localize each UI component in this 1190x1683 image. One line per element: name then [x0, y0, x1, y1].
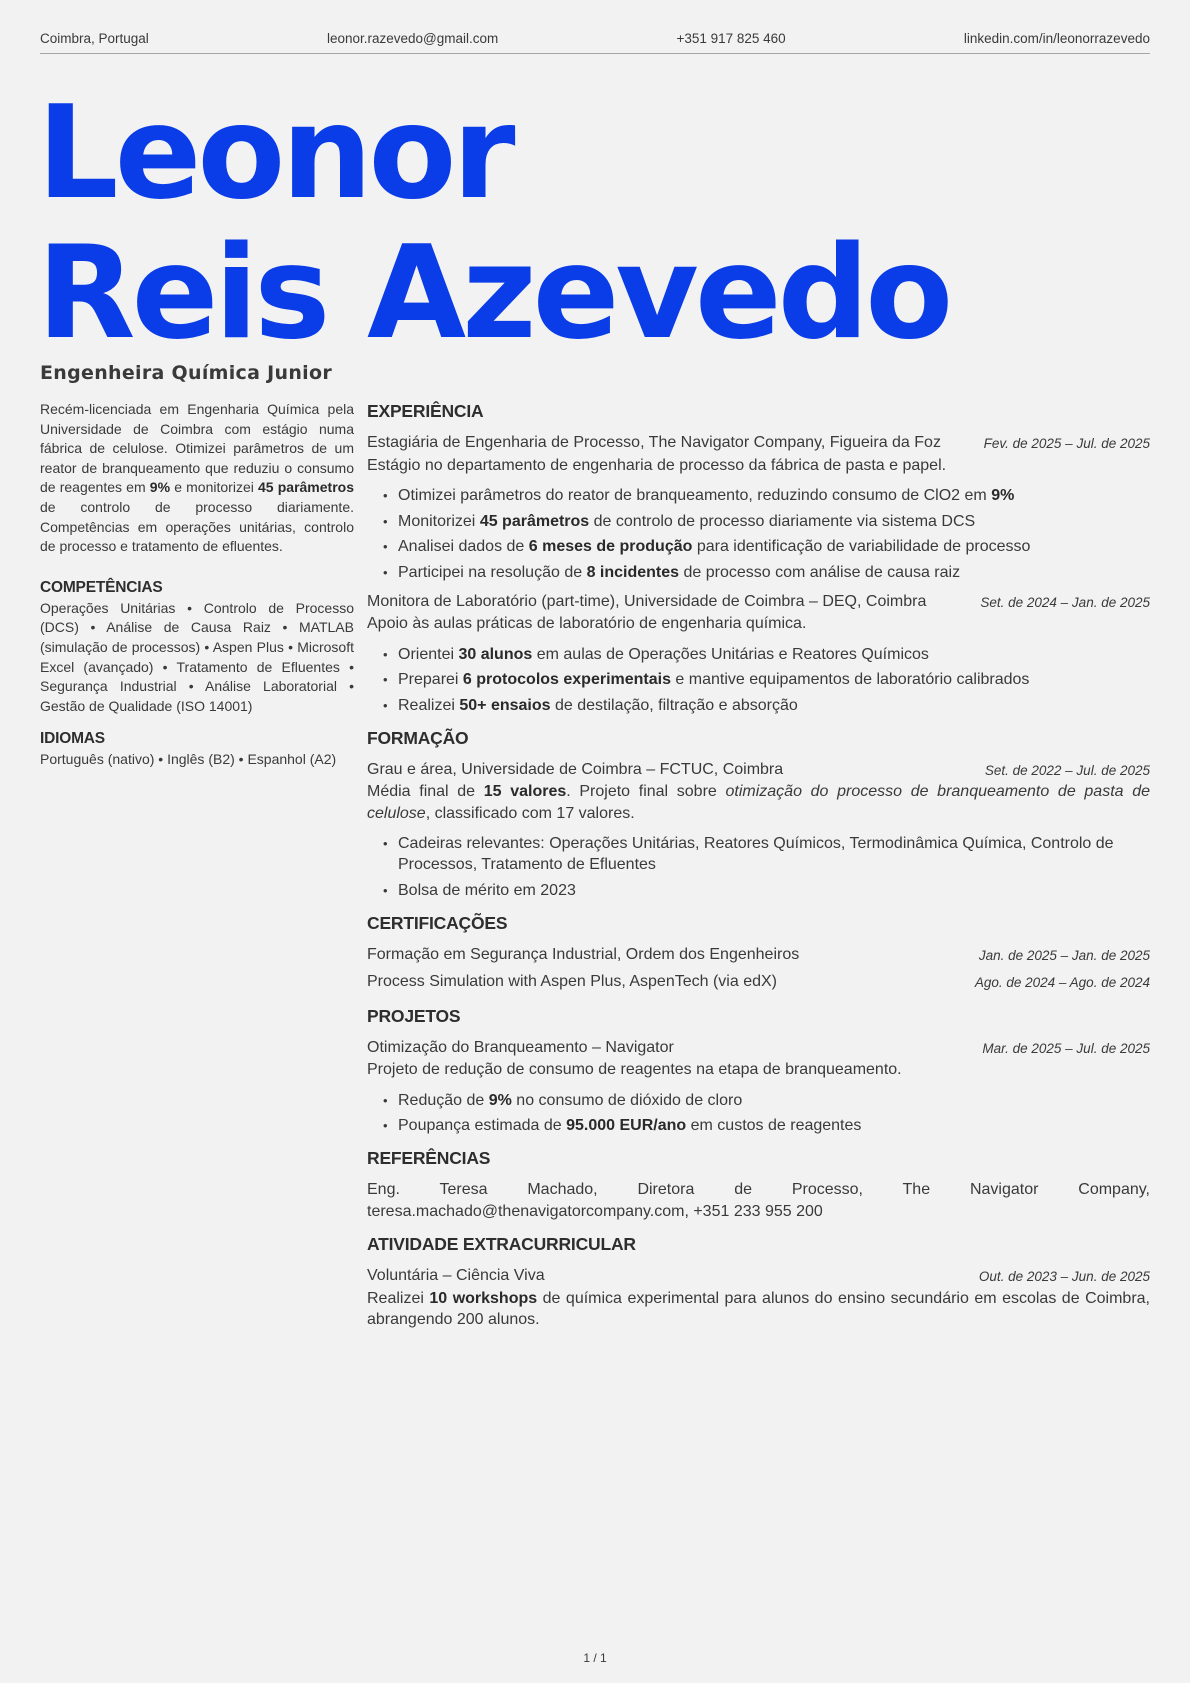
- name-line-2: Reis Azevedo: [37, 219, 950, 368]
- bullet-item: • Otimizei parâmetros do reator de branqueamento, reduzindo consumo de ClO2 em 9%: [383, 485, 1150, 506]
- phone-text[interactable]: +351 917 825 460: [676, 31, 786, 46]
- entry-title: Estagiária de Engenharia de Processo, The Navigator Company, Figueira da Foz: [367, 434, 941, 451]
- sidebar: [40, 400, 354, 770]
- section-heading: FORMAÇÃO: [367, 727, 469, 748]
- candidate-name: [37, 79, 950, 368]
- entry-description: Realizei 10 workshops de química experimental para alunos do ensino secundário em escolas de Coimbra, abrangendo 200 alunos.: [367, 1289, 1151, 1328]
- section-heading: PROJETOS: [367, 1005, 461, 1026]
- bullet-item: • Cadeiras relevantes: Operações Unitárias, Reatores Químicos, Termodinâmica Química, Controlo de Processos, Tratamento de Efluentes: [383, 833, 1150, 875]
- entry-title: Process Simulation with Aspen Plus, AspenTech (via edX): [367, 973, 777, 990]
- entry-title: Monitora de Laboratório (part-time), Universidade de Coimbra – DEQ, Coimbra: [367, 592, 927, 610]
- entry-date: Jan. de 2025 – Jan. de 2025: [978, 947, 1150, 963]
- entry-date: Out. de 2023 – Jun. de 2025: [978, 1269, 1150, 1284]
- main-column: [367, 401, 1150, 1343]
- bullet-list: [383, 833, 1150, 901]
- bullet-item: • Bolsa de mérito em 2023: [383, 880, 1150, 901]
- bullet-item: • Redução de 9% no consumo de dióxido de cloro: [383, 1090, 1150, 1111]
- entry-header: [367, 432, 1150, 455]
- summary-text: [40, 400, 354, 557]
- entry-date: Set. de 2024 – Jan. de 2025: [980, 594, 1150, 610]
- contact-bar: [40, 31, 1150, 54]
- entry-date: Mar. de 2025 – Jul. de 2025: [982, 1040, 1150, 1056]
- section-heading: CERTIFICAÇÕES: [367, 912, 508, 933]
- certification-item: [367, 944, 1150, 967]
- summary-part: e monitorizei: [170, 479, 258, 496]
- bullet-item: • Participei na resolução de 8 incidentes de processo com análise de causa raiz: [383, 562, 1150, 583]
- education-section: [367, 728, 1150, 901]
- experience-entry: [367, 591, 1150, 716]
- certifications-section: [367, 913, 1150, 994]
- bullet-item: • Preparei 6 protocolos experimentais e mantive equipamentos de laboratório calibrados: [383, 669, 1150, 690]
- entry-title: Voluntária – Ciência Viva: [367, 1267, 545, 1284]
- linkedin-link[interactable]: linkedin.com/in/leonorrazevedo: [963, 31, 1150, 46]
- entry-date: Ago. de 2024 – Ago. de 2024: [974, 975, 1150, 990]
- entry-title: Otimização do Branqueamento – Navigator: [367, 1038, 674, 1056]
- summary-part: de controlo de processo diariamente. Competências em operações unitárias, controlo de processo e tratamento de efluentes.: [40, 498, 354, 555]
- location-text: Coimbra, Portugal: [40, 31, 149, 46]
- entry-description: Projeto de redução de consumo de reagentes na etapa de branqueamento.: [367, 1061, 902, 1078]
- bullet-item: • Realizei 50+ ensaios de destilação, filtração e absorção: [383, 695, 1150, 716]
- entry-header: [367, 1265, 1150, 1288]
- section-heading: REFERÊNCIAS: [367, 1148, 491, 1168]
- name-line-1: Leonor: [37, 79, 512, 228]
- project-entry: [367, 1037, 1150, 1137]
- entry-description: Média final de 15 valores. Projeto final sobre otimização do processo de branqueamento de pasta de celulose, classificado com 17 valores.: [367, 783, 1151, 822]
- reference-text: Eng. Teresa Machado, Diretora de Processo, The Navigator Company, teresa.machado@thenavigatorcompany.com, +351 233 955 200: [367, 1181, 1150, 1220]
- summary-highlight: 45 parâmetros: [258, 479, 354, 496]
- resume-page: [37, 0, 1151, 1683]
- certification-item: [367, 971, 1150, 994]
- entry-description: Apoio às aulas práticas de laboratório de engenharia química.: [367, 615, 807, 632]
- entry-header: [367, 591, 1150, 614]
- summary-highlight: 9%: [149, 479, 171, 496]
- entry-title: Grau e área, Universidade de Coimbra – FCTUC, Coimbra: [367, 760, 784, 778]
- projects-section: [367, 1006, 1150, 1137]
- email-link[interactable]: leonor.razevedo@gmail.com: [326, 31, 499, 46]
- bullet-list: [383, 485, 1150, 583]
- job-title: Engenheira Química Junior: [40, 362, 333, 384]
- experience-entry: [367, 432, 1150, 583]
- bullet-list: [383, 1090, 1150, 1137]
- bullet-list: [383, 644, 1150, 716]
- bullet-item: • Poupança estimada de 95.000 EUR/ano em custos de reagentes: [383, 1115, 1150, 1136]
- entry-description: Estágio no departamento de engenharia de processo da fábrica de pasta e papel.: [367, 456, 947, 474]
- languages-heading: IDIOMAS: [40, 730, 105, 748]
- education-entry: [367, 759, 1150, 901]
- bullet-item: • Monitorizei 45 parâmetros de controlo de processo diariamente via sistema DCS: [383, 511, 1150, 532]
- bullet-item: • Orientei 30 alunos em aulas de Operações Unitárias e Reatores Químicos: [383, 644, 1150, 665]
- summary-part: Recém-licenciada em Engenharia Química pela Universidade de Coimbra com estágio numa fábrica de celulose. Otimizei parâmetros de um reator de branqueamento que reduziu o consumo de reagentes em: [40, 401, 354, 496]
- extracurricular-section: [367, 1234, 1150, 1331]
- experience-section: [367, 401, 1150, 716]
- section-heading: ATIVIDADE EXTRACURRICULAR: [367, 1234, 636, 1254]
- entry-date: Set. de 2022 – Jul. de 2025: [984, 762, 1150, 778]
- skills-list: Operações Unitárias • Controlo de Processo (DCS) • Análise de Causa Raiz • MATLAB (simulação de processos) • Aspen Plus • Microsoft Excel (avançado) • Tratamento de Efluentes • Segurança Industrial • Análise Laboratorial • Gestão de Qualidade (ISO 14001): [40, 599, 354, 714]
- languages-list: Português (nativo) • Inglês (B2) • Espanhol (A2): [40, 751, 337, 768]
- bullet-item: • Analisei dados de 6 meses de produção para identificação de variabilidade de processo: [383, 536, 1150, 557]
- references-section: [367, 1148, 1150, 1222]
- skills-heading: COMPETÊNCIAS: [40, 578, 163, 596]
- entry-header: [367, 1037, 1150, 1060]
- entry-date: Fev. de 2025 – Jul. de 2025: [983, 436, 1150, 451]
- entry-header: [367, 759, 1150, 782]
- page-number: 1 / 1: [583, 1651, 607, 1665]
- entry-title: Formação em Segurança Industrial, Ordem dos Engenheiros: [367, 945, 800, 963]
- section-heading: EXPERIÊNCIA: [367, 401, 484, 421]
